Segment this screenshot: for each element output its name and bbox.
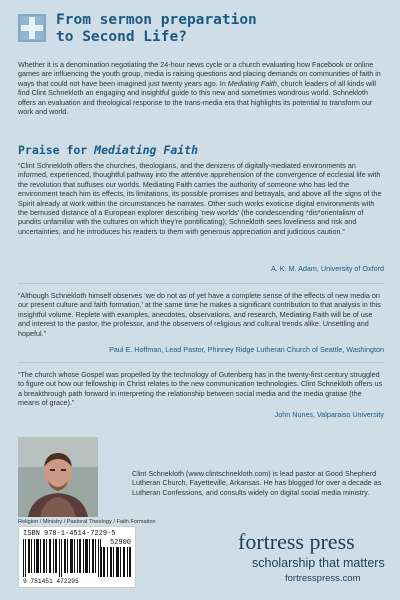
intro-book-title: Mediating Faith [227, 78, 277, 88]
headline-line-2: to Second Life? [56, 29, 187, 45]
headline [56, 12, 386, 46]
quote-2-attribution: Paul E. Hoffman, Lead Pastor, Phinney Ridge Lutheran Church of Seattle, Washington [109, 345, 384, 354]
price-barcode-icon [101, 547, 131, 577]
publisher-url[interactable]: fortresspress.com [285, 573, 361, 584]
divider [18, 283, 384, 284]
price-code: 52900 [109, 539, 131, 547]
quote-3: “The church whose Gospel was propelled by the technology of Gutenberg has in the twenty-first century struggled to figure out how our fellowship in Christ relates to the new communication technologies. Clint Schnekloth offers us a breakthrough path forward in interpreting the relationship between social media and the media gratiae (the means of grace).” [18, 370, 383, 408]
headline-line-1: From sermon preparation [56, 12, 257, 28]
intro-paragraph [18, 60, 384, 116]
cross-icon [18, 14, 46, 42]
praise-heading-title: Mediating Faith [94, 143, 199, 157]
header [18, 14, 388, 54]
publisher-logo: fortress press [238, 529, 355, 554]
praise-heading-prefix: Praise for [18, 143, 95, 157]
divider [18, 362, 384, 363]
author-photo [18, 437, 98, 517]
quote-1: “Clint Schnekloth offers the churches, theologians, and the denizens of digitally-mediated environments an informed, experienced, thoughtful pathway into the attentive apprehension of the convergence of ecclesial life with the revolution that suffuses our worlds. Mediating Faith carries the authority of someone who has led the environment teach him its effects, its limitations, its possible promises and betrayals, and above all the signs of the Spirit already at work within the circumstances he narrates. Other such works exoticise digital environments with the bemused distance of a European explorer describing ‘new worlds’ (the condescending *dis*orientalism of pundits unfamiliar with the cultures on which they’re pontificating); Schnekloth sees loveliness and risk and uncertainties, and he introduces his readers to them with generous appreciation and judicious caution.” [18, 161, 382, 236]
author-portrait-image [18, 437, 98, 517]
ean-digits: 9 781451 472295 [23, 578, 79, 585]
intro-text-end: , church leaders of all kinds will find Clint Schnekloth an engaging and insightful guide to this new and sometimes wondrous world. Schnekloth offers an evaluation and theological response to the trans-media era that highlights its potential to transform our work and world. [18, 78, 376, 117]
isbn-text: ISBN 978-1-4514-7229-5 [23, 530, 116, 538]
praise-heading [18, 143, 198, 157]
category-line: Religion / Ministry / Pastoral Theology / Faith Formation [18, 519, 156, 525]
quote-3-attribution: John Nunes, Valparaiso University [274, 410, 384, 419]
barcode-box [18, 526, 136, 588]
author-bio: Clint Schnekloth (www.clintschnekloth.com) is lead pastor at Good Shepherd Lutheran Church, Fayetteville, Arkansas. He has blogged for over a decade as Lutheran Confessions, and consults widely on digital social media ministry. [132, 469, 382, 497]
quote-1-attribution: A. K. M. Adam, University of Oxford [270, 264, 384, 273]
publisher-tagline: scholarship that matters [252, 556, 385, 570]
quote-2: “Although Schnekloth himself observes ‘we do not as of yet have a complete sense of the effects of new media on our present culture and faith formation,’ at the same time he makes a significant contribution to that analysis in this insightful volume. Replete with examples, anecdotes, observations, and research, Mediating Faith will be of use and interest to the pastor, the professor, and the observers of religious and cultural trends alike. Unsettling and hopeful.” [18, 291, 381, 338]
intro-text-start: Whether it is a denomination negotiating the 24-hour news cycle or a church evaluating how Facebook or online games are influencing the youth group, media is raising questions and placing demands on communities of faith in ways that could not have been imagined just twenty years ago. In [18, 60, 381, 88]
barcode-icon [23, 539, 101, 577]
